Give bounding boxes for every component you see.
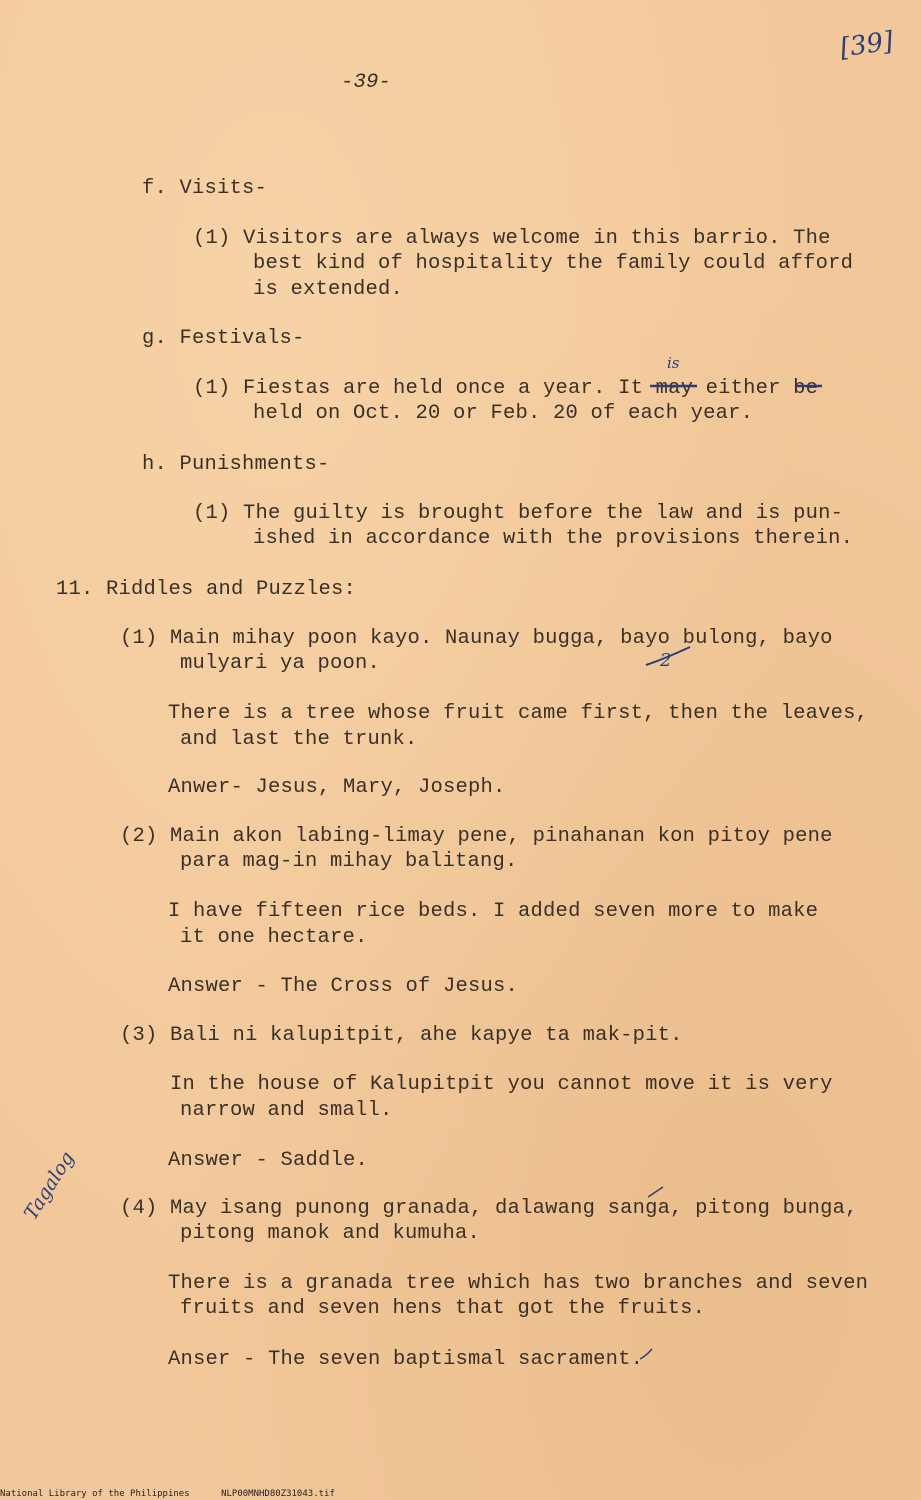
section-heading-visits: f. Visits- xyxy=(142,177,268,200)
handwritten-correction: is xyxy=(667,354,680,372)
page-number: -39- xyxy=(341,71,392,94)
riddle-answer: Anser - The seven baptismal sacrament. xyxy=(168,1348,644,1371)
footer-filename: NLP00MNHD80Z31043.tif xyxy=(221,1489,335,1499)
visits-item-line: is extended. xyxy=(253,278,404,301)
section-heading-festivals: g. Festivals- xyxy=(142,327,305,350)
riddle-translation-line: narrow and small. xyxy=(180,1099,393,1122)
riddle-translation-line: and last the trunk. xyxy=(180,728,418,751)
riddle-answer: Answer - The Cross of Jesus. xyxy=(168,975,519,998)
riddle-translation-line: In the house of Kalupitpit you cannot move it is very xyxy=(170,1073,833,1096)
riddle-text-line: mulyari ya poon. xyxy=(180,652,381,675)
punishments-item-line: ished in accordance with the provisions therein. xyxy=(253,527,854,550)
punishments-item-line: (1) The guilty is brought before the law and is pun- xyxy=(193,502,844,525)
riddle-text-line: (1) Main mihay poon kayo. Naunay bugga, bayo bulong, bayo xyxy=(120,627,833,650)
riddle-translation-line: There is a tree whose fruit came first, then the leaves, xyxy=(168,702,869,725)
visits-item-line: best kind of hospitality the family could afford xyxy=(253,252,854,275)
bracket-mark xyxy=(648,1187,663,1197)
riddle-text-line: para mag-in mihay balitang. xyxy=(180,850,518,873)
section-heading-punishments: h. Punishments- xyxy=(142,453,330,476)
riddle-translation-line: There is a granada tree which has two branches and seven xyxy=(168,1272,869,1295)
riddle-answer: Anwer- Jesus, Mary, Joseph. xyxy=(168,776,506,799)
visits-item-line: (1) Visitors are always welcome in this barrio. The xyxy=(193,227,831,250)
riddle-translation-line: it one hectare. xyxy=(180,926,368,949)
footer-library: National Library of the Philippines xyxy=(0,1489,190,1499)
riddle-text-line: (3) Bali ni kalupitpit, ahe kapye ta mak-pit. xyxy=(120,1024,683,1047)
festivals-item-line: (1) Fiestas are held once a year. It may either be xyxy=(193,377,819,400)
riddle-translation-line: fruits and seven hens that got the fruits. xyxy=(180,1297,706,1320)
handwritten-mark: 2 xyxy=(660,650,672,671)
margin-note-tagalog: Tagalog xyxy=(20,1147,79,1224)
riddle-text-line: pitong manok and kumuha. xyxy=(180,1222,481,1245)
riddle-text-line: (4) May isang punong granada, dalawang sanga, pitong bunga, xyxy=(120,1197,858,1220)
riddle-translation-line: I have fifteen rice beds. I added seven more to make xyxy=(168,900,819,923)
festivals-item-line: held on Oct. 20 or Feb. 20 of each year. xyxy=(253,402,754,425)
corner-page-annotation: [39] xyxy=(838,26,896,64)
riddle-answer: Answer - Saddle. xyxy=(168,1149,369,1172)
scan-footer xyxy=(0,1489,361,1499)
riddles-heading: 11. Riddles and Puzzles: xyxy=(56,578,357,601)
riddle-text-line: (2) Main akon labing-limay pene, pinahanan kon pitoy pene xyxy=(120,825,833,848)
